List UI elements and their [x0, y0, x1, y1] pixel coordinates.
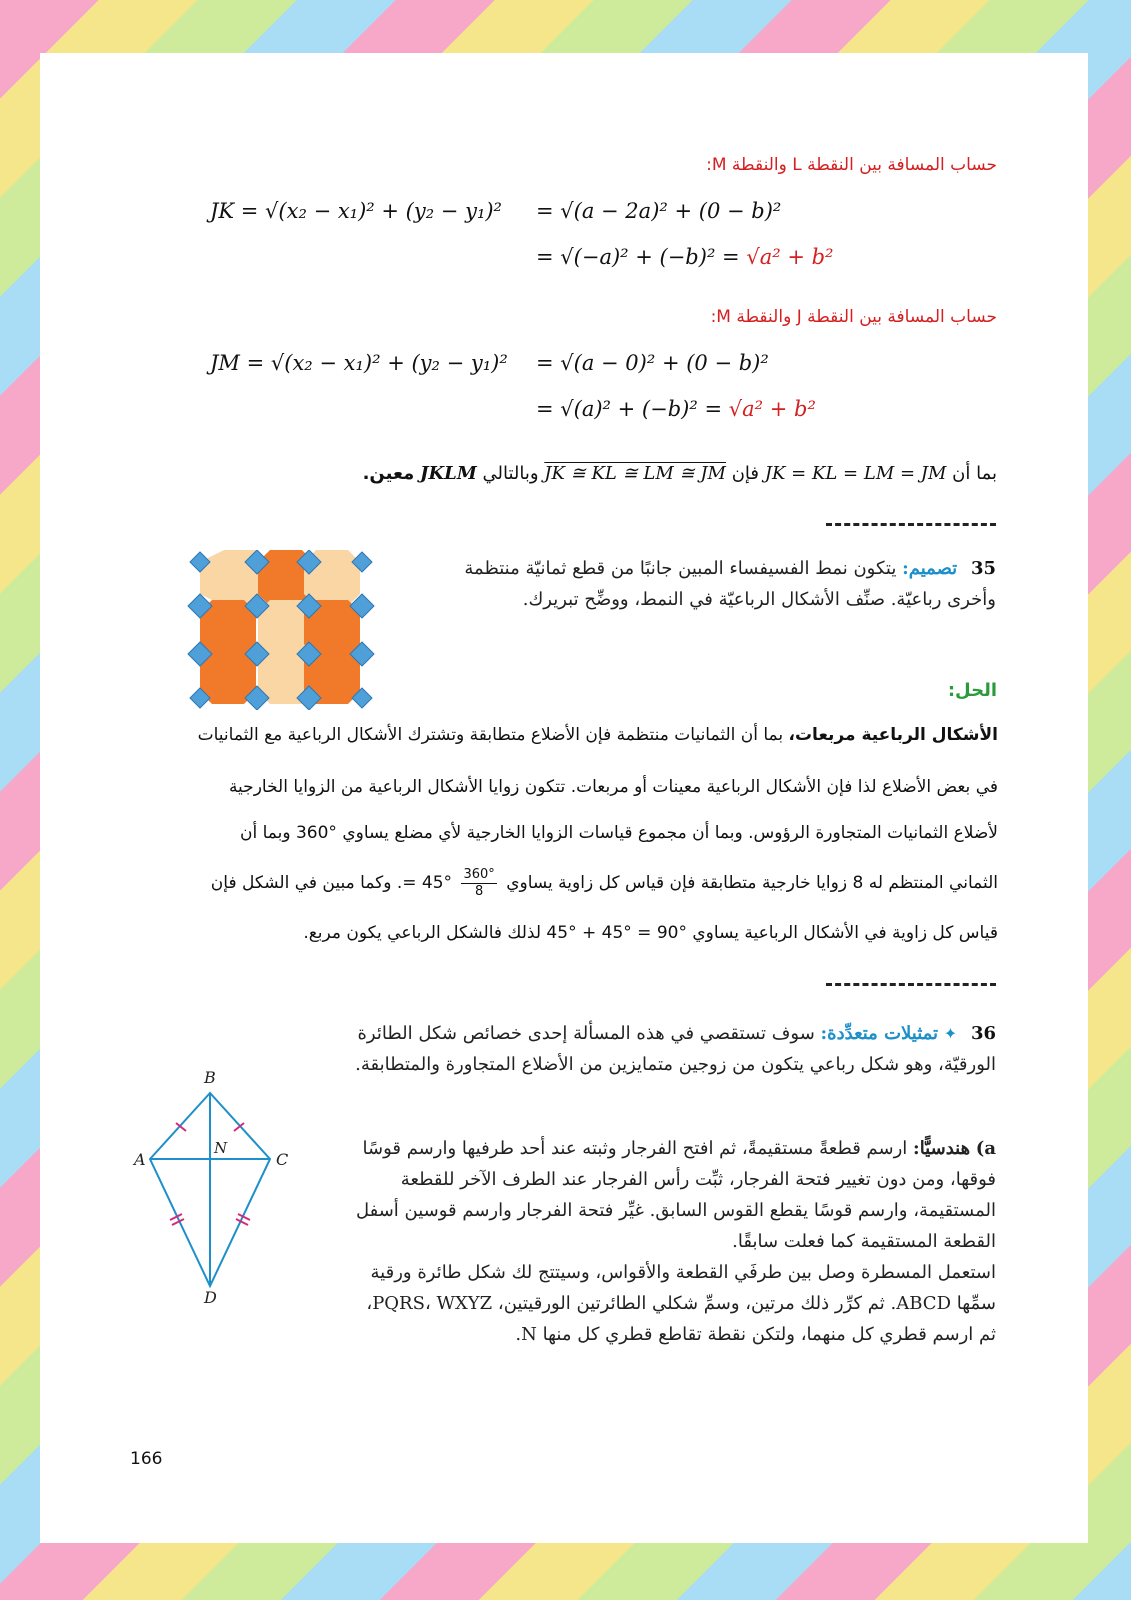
solution-bold-start: الأشكال الرباعية مربعات،: [788, 725, 998, 745]
formula-jm-line2: [536, 397, 816, 421]
conclusion-line: [363, 463, 997, 484]
question-35-title: تصميم:: [902, 558, 958, 579]
question-36-intro: سوف تستقصي في هذه المسألة إحدى خصائص شكل الطائرة الورقيّة، وهو شكل رباعي يتكون من زوجين متمايزين من الأضلاع المتجاورة والمتطابقة.: [355, 1023, 996, 1075]
conclusion-suffix: وبالتالي: [482, 463, 539, 484]
mosaic-octagons: [200, 550, 360, 704]
label-a: A: [134, 1150, 146, 1169]
label-n: N: [214, 1139, 228, 1157]
section-heading-jk: حساب المسافة بين النقطة L والنقطة M:: [706, 155, 997, 175]
question-36: [346, 1018, 996, 1080]
formula-jk-result: √a² + b²: [746, 245, 834, 269]
formula-jk-mid: = √(−a)² + (−b)² =: [536, 245, 740, 269]
conclusion-shape: JKLM: [420, 463, 477, 484]
formula-jm-mid: = √(a)² + (−b)² =: [536, 397, 723, 421]
part-a-letter: a): [975, 1138, 996, 1159]
part-a-title: هندسيًّا:: [913, 1138, 971, 1159]
question-35: [436, 553, 996, 615]
solution-line4-eq: = 45°: [402, 873, 453, 893]
question-36-title: تمثيلات متعدِّدة:: [820, 1023, 939, 1044]
conclusion-prefix: بما أن: [952, 463, 997, 484]
section-heading-jm: حساب المسافة بين النقطة J والنقطة M:: [710, 307, 997, 327]
part-a-text-2: استعمل المسطرة وصل بين طرفَي القطعة والأقواس، وسيتتج لك شكل طائرة ورقية سمِّها ABCD. ثم كرِّر ذلك مرتين، وسمِّ شكلي الطائرتين الورقيتين، PQRS، WXYZ، ثم ارسم قطري كل منهما، ولتكن نقطة تقاطع قطري كل منها N.: [366, 1262, 996, 1345]
formula-jk-line2: [536, 245, 833, 269]
kite-figure: [130, 1063, 300, 1303]
formula-jk-lhs: JK = √(x₂ − x₁)² + (y₂ − y₁)²: [210, 199, 502, 223]
page: [40, 53, 1088, 1543]
label-b: B: [204, 1068, 216, 1087]
fraction-numerator: 360°: [463, 866, 495, 882]
formula-jm-result: √a² + b²: [728, 397, 816, 421]
formula-jm-lhs: JM = √(x₂ − x₁)² + (y₂ − y₁)²: [210, 351, 508, 375]
fraction-denominator: 8: [474, 883, 484, 899]
page-number: 166: [130, 1449, 163, 1469]
fraction-360-8: [461, 867, 496, 900]
conclusion-congruence: JK ≅ KL ≅ LM ≅ JM: [544, 463, 726, 484]
solution-line1-text: بما أن الثمانيات منتظمة فإن الأضلاع متطابقة وتشترك الأشكال الرباعية مع الثمانيات: [197, 725, 784, 745]
question-36-number: 36: [970, 1023, 996, 1044]
question-35-text: يتكون نمط الفسيفساء المبين جانبًا من قطع ثمانيّة منتظمة وأخرى رباعيّة. صنِّف الأشكال الرباعيّة في النمط، ووضِّح تبريرك.: [464, 558, 996, 610]
solution-line-2: في بعض الأضلاع لذا فإن الأشكال الرباعية معينات أو مربعات. تتكون زوايا الأشكال الرباعية من الزوايا الخارجية: [228, 777, 998, 797]
solution-line-4: [133, 861, 998, 905]
separator-1: [826, 523, 996, 526]
solution-line4-b: . وكما مبين في الشكل فإن: [210, 873, 403, 893]
solution-line4-a: الثماني المنتظم له 8 زوايا خارجية متطابقة فإن قياس كل زاوية يساوي: [506, 873, 998, 893]
conclusion-middle: فإن: [731, 463, 760, 484]
part-a-text: ارسم قطعةً مستقيمةً، ثم افتح الفرجار وثبته عند أحد طرفيها وارسم قوسًا فوقها، ومن دون تغيير فتحة الفرجار، ثبِّت رأس الفرجار عند الطرف الآخر للقطعة المستقيمة، وارسم قوسًا يقطع القوس السابق. غيِّر فتحة الفرجار وارسم قوسين أسفل القطعة المستقيمة كما فعلت سابقًا.: [355, 1138, 996, 1252]
solution-line-3: لأضلاع الثمانيات المتجاورة الرؤوس. وبما أن مجموع قياسات الزوايا الخارجية لأي مضلع يساوي °360 وبما أن: [240, 823, 998, 843]
separator-2: [826, 983, 996, 986]
question-36-part-a: [346, 1133, 996, 1350]
mosaic-figure: [180, 550, 385, 710]
conclusion-equation: JK = KL = LM = JM: [764, 463, 947, 484]
label-c: C: [276, 1150, 289, 1169]
solution-line-1: [133, 713, 998, 757]
label-d: D: [204, 1288, 217, 1303]
formula-jm-rhs: = √(a − 0)² + (0 − b)²: [536, 351, 769, 375]
puzzle-icon: ✦: [943, 1024, 958, 1043]
solution-line-5: قياس كل زاوية في الأشكال الرباعية يساوي °90 = °45 + °45 لذلك فالشكل الرباعي يكون مربع.: [303, 923, 998, 943]
conclusion-end: معين.: [362, 463, 415, 484]
formula-jk-rhs: = √(a − 2a)² + (0 − b)²: [536, 199, 782, 223]
question-35-number: 35: [970, 558, 996, 579]
solution-label: الحل:: [947, 680, 997, 701]
